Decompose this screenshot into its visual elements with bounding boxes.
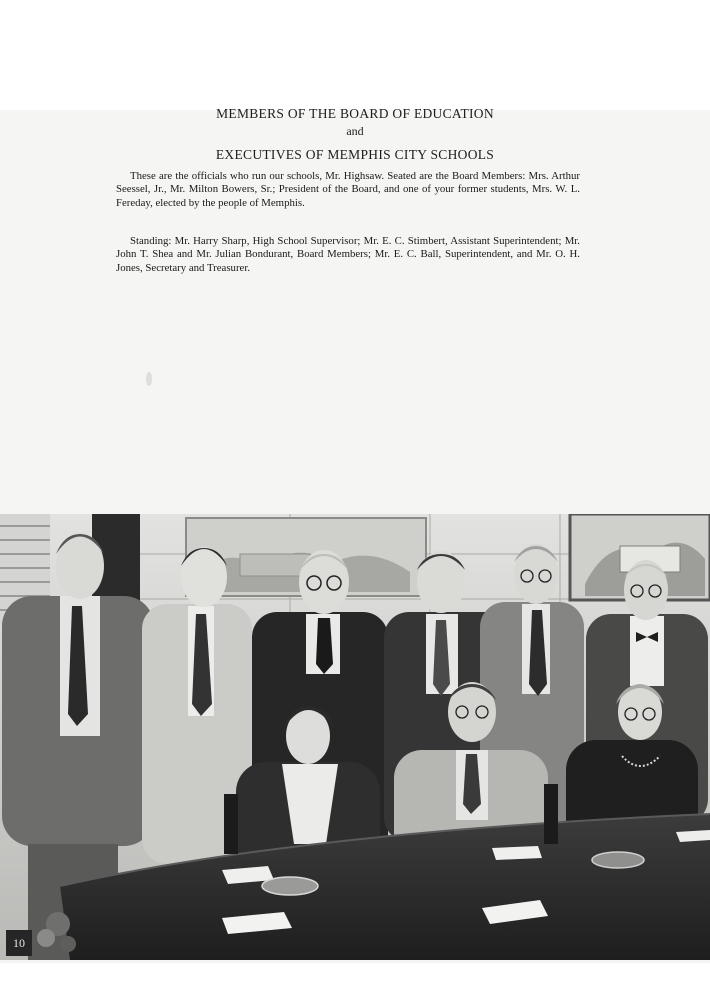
page-number: 10 <box>6 930 32 956</box>
group-photograph <box>0 514 710 960</box>
page-subtitle: EXECUTIVES OF MEMPHIS CITY SCHOOLS <box>215 147 495 162</box>
caption-seated-paragraph: These are the officials who run our schools, Mr. Highsaw. Seated are the Board Members: Mrs. Arthur Seessel, Jr., Mr. Milton Bowers, Sr.; President of the Board, and one of your former students, Mrs. W. L. Fereday, elected by the people of Memphis. <box>116 170 580 209</box>
print-speck <box>146 372 152 386</box>
title-conjunction: and <box>346 124 364 138</box>
group-photo-image <box>0 514 710 960</box>
page-title: MEMBERS OF THE BOARD OF EDUCATION <box>216 106 494 121</box>
caption-standing-paragraph: Standing: Mr. Harry Sharp, High School Supervisor; Mr. E. C. Stimbert, Assistant Superintendent; Mr. John T. Shea and Mr. Julian Bondurant, Board Members; Mr. E. C. Ball, Superintendent, and Mr. O. H. Jones, Secretary and Treasurer. <box>116 235 580 274</box>
